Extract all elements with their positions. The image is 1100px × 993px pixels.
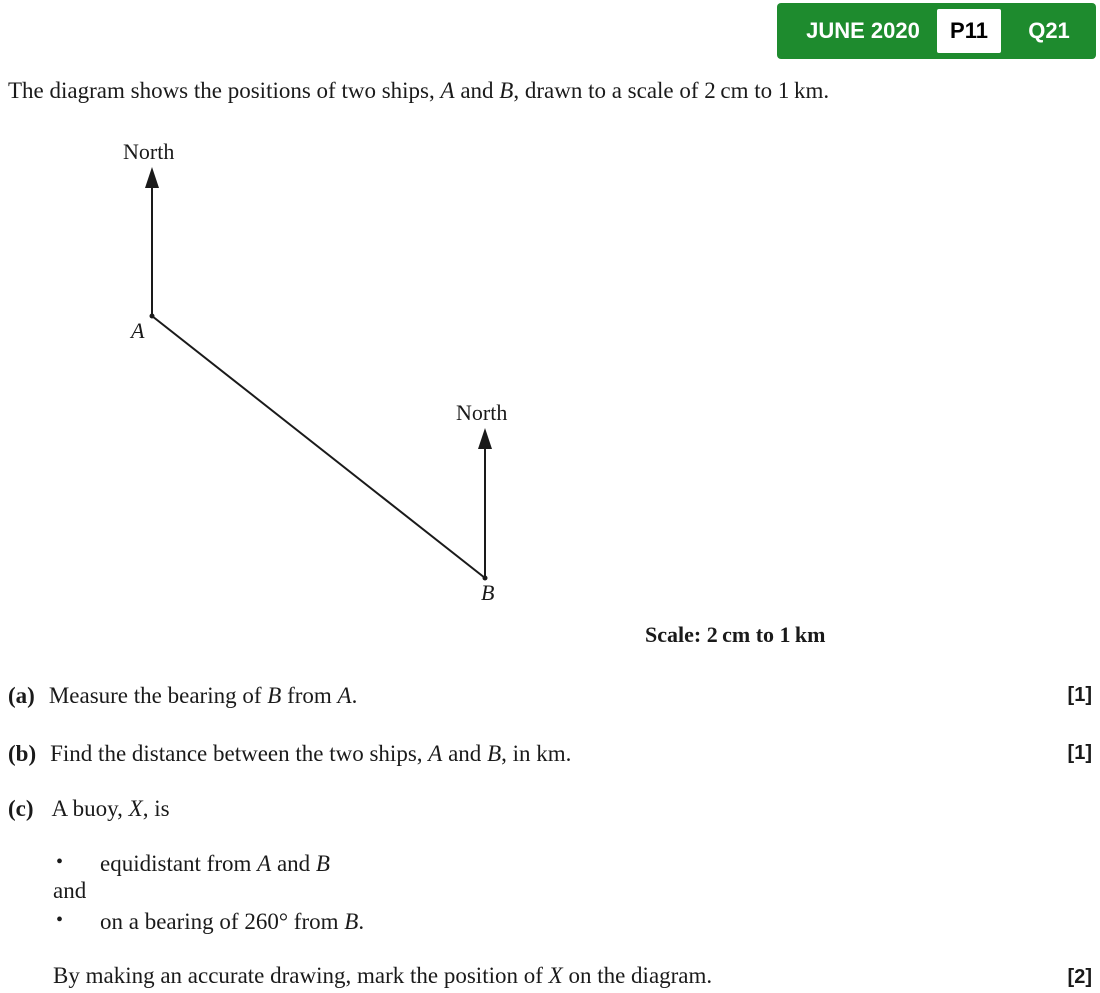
point-a bbox=[150, 314, 155, 319]
badge-paper: P11 bbox=[937, 9, 1001, 53]
label-b: B bbox=[481, 580, 495, 605]
final-instruction: By making an accurate drawing, mark the position of X on the diagram. bbox=[53, 963, 713, 988]
bullet-1-text: equidistant from A and B bbox=[100, 851, 330, 876]
part-b: (b) Find the distance between the two ships, A and B, in km. bbox=[8, 741, 572, 766]
badge-session: JUNE 2020 bbox=[806, 18, 920, 43]
line-ab bbox=[152, 316, 485, 578]
part-b-marks: [1] bbox=[1067, 742, 1092, 764]
label-a: A bbox=[131, 318, 145, 343]
scale-label: Scale: 2 cm to 1 km bbox=[645, 622, 826, 647]
and-text: and bbox=[53, 878, 87, 903]
north-label-b: North bbox=[456, 400, 508, 425]
part-c-marks: [2] bbox=[1067, 966, 1092, 988]
intro-text: The diagram shows the positions of two ships, A and B, drawn to a scale of 2 cm to 1 km. bbox=[8, 78, 830, 103]
bullet-2-text: on a bearing of 260° from B. bbox=[100, 909, 365, 934]
north-label-a: North bbox=[123, 139, 175, 164]
north-arrow-b bbox=[478, 428, 492, 449]
north-arrow-a bbox=[145, 167, 159, 188]
part-a-label: (a) bbox=[8, 683, 35, 708]
bullet-1-symbol: • bbox=[56, 851, 64, 873]
part-a: (a) Measure the bearing of B from A. bbox=[8, 683, 358, 708]
bullet-2-symbol: • bbox=[56, 909, 64, 931]
part-a-marks: [1] bbox=[1067, 684, 1092, 706]
badge-question: Q21 bbox=[1028, 18, 1070, 43]
part-c: (c) A buoy, X, is bbox=[8, 796, 170, 821]
part-b-label: (b) bbox=[8, 741, 37, 766]
part-c-label: (c) bbox=[8, 796, 34, 821]
